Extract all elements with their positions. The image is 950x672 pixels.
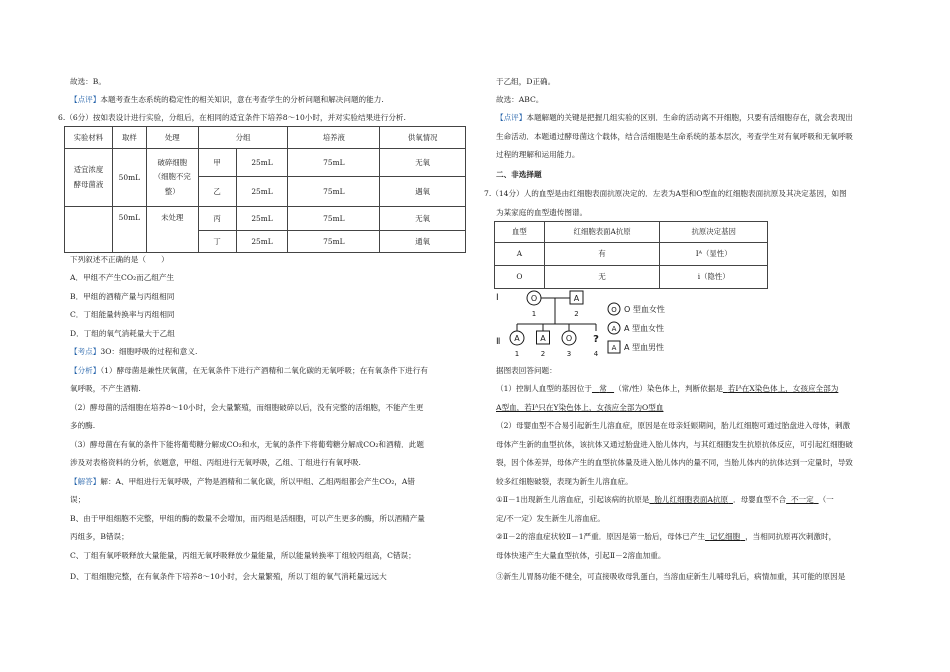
header-oxygen: 供氧情况 [380, 127, 466, 149]
header-group: 分组 [198, 127, 288, 149]
sub-2-text-2: ，当相同抗原再次刺激时， [745, 532, 837, 541]
treat1-line-1: 破碎细胞 [157, 158, 188, 168]
individual-I2-number: 2 [574, 310, 579, 318]
group-cell: 丁 [198, 231, 236, 253]
header-treatment: 处理 [146, 127, 198, 149]
individual-II2-type: A [540, 334, 546, 343]
sample-cell: 50mL [112, 207, 146, 253]
comment-line [496, 113, 853, 122]
sub-1-text: ①Ⅱ－1出现新生儿溶血症，引起该病的抗原是 [496, 495, 650, 504]
answer-1-text: （1）控制人血型的基因位于 [496, 384, 592, 393]
medium-cell: 75mL [288, 231, 380, 253]
solution-tag: 【解答】 [70, 477, 101, 486]
knowledge-point [70, 347, 197, 356]
answer-cont: 于乙组，D正确。 [496, 77, 556, 86]
individual-I1-type: O [530, 294, 538, 303]
header-gene: 抗原决定基因 [660, 222, 768, 243]
question-stem: 下列叙述不正确的是（ ） [70, 255, 169, 264]
oxygen-cell: 通氧 [380, 231, 466, 253]
individual-I2-type: A [573, 294, 580, 303]
solution-text: 解：A、甲组进行无氧呼吸，产物是酒精和二氧化碳，所以甲组、乙组两组都会产生CO₂，A错 [100, 477, 415, 486]
individual-II1-number: 1 [514, 350, 520, 358]
answer-line: 故选：B。 [70, 77, 106, 86]
solution-line: 丙组多，B错误； [70, 532, 129, 541]
gene-cell: i（隐性） [660, 266, 768, 289]
medium-cell: 75mL [288, 177, 380, 207]
answer-2-line: 较多红细胞破裂，表现为新生儿溶血症。 [496, 477, 633, 486]
material-line-2: 酵母菌液 [73, 179, 104, 189]
legend-a-male-label: A 型血男性 [624, 343, 665, 352]
group-cell: 丙 [198, 207, 236, 231]
knowledge-text: 3O：细胞呼吸的过程和意义. [100, 347, 198, 356]
sub-2-text: ②Ⅱ－2的溶血症状较Ⅱ－1严重．原因是第一胎后，母体已产生 [496, 532, 706, 541]
answer-2-line: 母体产生新的血型抗体，该抗体又通过胎盘进入胎儿体内，与其红细胞发生抗原抗体反应，可引起红细胞破 [496, 440, 853, 449]
individual-II4-number: 4 [593, 350, 599, 358]
analysis-text: （1）酵母菌是兼性厌氧菌，在无氧条件下进行产酒精和二氧化碳的无氧呼吸；在有氧条件下进行有 [100, 366, 428, 375]
header-antigen: 红细胞表面A抗原 [544, 222, 660, 243]
question-7-cont: 为某家庭的血型遗传图谱。 [496, 208, 588, 217]
sample-cell: 50mL [112, 149, 146, 207]
analysis-tag: 【分析】 [70, 366, 101, 375]
sub-1-line [496, 495, 834, 504]
solution-line [70, 477, 415, 486]
option-d: D．丁组的氧气消耗量大于乙组 [70, 329, 175, 338]
analysis-line [70, 366, 428, 375]
pedigree-chart [494, 288, 694, 360]
comment-text: 本题解题的关键是把握几组实验的区别．生命的活动离不开细胞，只要有活细胞存在，就会表现出 [526, 113, 853, 122]
oxygen-cell: 无氧 [380, 149, 466, 177]
answer-1-cont [496, 403, 663, 412]
answer-1-fill-2 [723, 384, 838, 393]
comment-tag: 【点评】 [70, 95, 101, 104]
comment-line: 过程的理解和运用能力。 [496, 150, 580, 159]
material-line-1: 适宜浓度 [73, 165, 104, 175]
sub-1-fill-2-text: 不一定 [790, 495, 814, 504]
blood-type-cell: O [495, 266, 545, 289]
analysis-line: （2）酵母菌的活细胞在培养8～10小时，会大量繁殖，而细胞破碎以后，没有完整的活细胞，不能产生更 [70, 403, 424, 412]
treat1-line-2: （细胞不完 [153, 172, 191, 182]
sub-1-text-3: （一 [818, 495, 834, 504]
individual-II2-number: 2 [540, 350, 546, 358]
treatment-1-cell [146, 149, 198, 207]
answer-1-line [496, 384, 838, 393]
solution-line: D、丁组细胞完整，在有氧条件下培养8～10小时，会大量繁殖，所以丁组的氧气消耗量远远大 [70, 572, 387, 581]
sub-1-fill [650, 495, 733, 504]
individual-II3-type: O [565, 334, 573, 343]
option-b: B．甲组的酒精产量与丙组相同 [70, 292, 175, 301]
volume-cell: 25mL [236, 149, 288, 177]
sub-1-text-2: ．母婴血型不合 [732, 495, 787, 504]
gene-cell: Iᴬ（显性） [660, 243, 768, 266]
generation-II-label: Ⅱ [496, 337, 501, 347]
antigen-cell: 无 [544, 266, 660, 289]
legend-a-female-label: A 型血女性 [624, 324, 665, 333]
material-empty-cell [65, 207, 113, 253]
sub-3-line: ③新生儿胃肠功能不健全，可直接吸收母乳蛋白，当溶血症新生儿哺母乳后，病情加重，其可能的原因是 [496, 572, 846, 581]
answer-2-line: 裂，因个体差异，母体产生的血型抗体量及进入胎儿体内的量不同，当胎儿体内的抗体达到一定量时，导致 [496, 458, 853, 467]
answer-1-fill-cont: A型血，若Iᴬ只在Y染色体上，女孩应全部为O型血 [496, 403, 664, 412]
answer-1-fill [592, 384, 614, 393]
answer-1-fill-text: 常 [599, 384, 607, 393]
medium-cell: 75mL [288, 207, 380, 231]
sub-2-cont: 母体快速产生大量血型抗体，引起Ⅱ－2溶血加重。 [496, 551, 666, 560]
oxygen-cell: 遇氧 [380, 177, 466, 207]
legend-o-female-label: O 型血女性 [624, 305, 665, 314]
antigen-cell: 有 [544, 243, 660, 266]
sub-1-cont: 定/不一定）发生新生儿溶血症。 [496, 514, 605, 523]
analysis-line: （3）酵母菌在有氧的条件下能将葡萄糖分解成CO₂和水，无氧的条件下将葡萄糖分解成CO₂和酒精．此题 [70, 440, 424, 449]
blood-type-cell: A [495, 243, 545, 266]
header-material: 实验材料 [65, 127, 113, 149]
volume-cell: 25mL [236, 207, 288, 231]
analysis-line: 氧呼吸，不产生酒精. [70, 384, 141, 393]
legend-a-female-mark: A [611, 325, 617, 333]
analysis-line: 涉及对表格资料的分析，依题意，甲组、丙组进行无氧呼吸，乙组、丁组进行有氧呼吸. [70, 458, 361, 467]
oxygen-cell: 无氧 [380, 207, 466, 231]
treat1-line-3: 整） [164, 186, 180, 196]
analysis-line: 多的酶. [70, 421, 96, 430]
individual-I1-number: 1 [531, 310, 537, 318]
answer-line: 故选：ABC。 [496, 95, 544, 104]
sub-2-fill-text: 记忆细胞 [709, 532, 741, 541]
individual-II1-type: A [514, 334, 520, 343]
individual-II3-number: 3 [566, 350, 572, 358]
header-sample: 取样 [112, 127, 146, 149]
comment-line: 生命活动．本题通过酵母菌这个载体，结合活细胞是生命系统的基本层次，考查学生对有氧呼吸和无氧呼吸 [496, 132, 853, 141]
comment-text: 本题考查生态系统的稳定性的相关知识，意在考查学生的分析问题和解决问题的能力. [100, 95, 384, 104]
comment-tag: 【点评】 [496, 113, 527, 122]
individual-II4-unknown: ? [593, 334, 599, 345]
solution-line: B、由于甲组细胞不完整，甲组的酶的数量不会增加，而丙组是活细胞，可以产生更多的酶，所以酒精产量 [70, 514, 425, 523]
group-cell: 乙 [198, 177, 236, 207]
group-cell: 甲 [198, 149, 236, 177]
solution-line: 误； [70, 495, 86, 504]
header-medium: 培养液 [288, 127, 380, 149]
question-6: 6.（6分）按如表设计进行实验，分组后，在相同的适宜条件下培养8～10小时，并对实验结果进行分析. [58, 113, 406, 122]
answer-2-line: （2）母婴血型不合易引起新生儿溶血症，原因是在母亲妊娠期间，胎儿红细胞可通过胎盘进入母体，刺激 [496, 421, 851, 430]
header-blood-type: 血型 [495, 222, 545, 243]
option-a: A．甲组不产生CO₂而乙组产生 [70, 273, 175, 282]
section-heading: 二、非选择题 [496, 170, 542, 179]
prompt-line: 据图表回答问题： [496, 366, 557, 375]
generation-I-label: Ⅰ [496, 293, 499, 303]
sub-2-fill [705, 532, 745, 541]
answer-1-text-2: （常/性）染色体上，判断依据是 [614, 384, 723, 393]
legend-o-female-mark: O [611, 306, 617, 314]
material-cell [65, 149, 113, 207]
comment-line [70, 95, 384, 104]
option-c: C．丁组能量转换率与丙组相同 [70, 310, 175, 319]
sub-1-fill-2 [786, 495, 818, 504]
question-7: 7.（14分）人的血型是由红细胞表面抗原决定的．左表为A型和O型血的红细胞表面抗原及其决定基因，如图 [484, 189, 847, 198]
sub-1-fill-text: 胎儿红细胞表面A抗原 [654, 495, 729, 504]
sub-2-line [496, 532, 836, 541]
medium-cell: 75mL [288, 149, 380, 177]
answer-1-fill-2-text: 若Iᴬ在X染色体上，女孩应全部为 [727, 384, 839, 393]
volume-cell: 25mL [236, 177, 288, 207]
solution-line: C、丁组有氧呼吸释放大量能量，丙组无氧呼吸释放少量能量，所以能量转换率丁组较丙组高，C错误； [70, 551, 416, 560]
blood-type-table [494, 221, 768, 289]
volume-cell: 25mL [236, 231, 288, 253]
legend-a-male-mark: A [611, 344, 617, 352]
treatment-2-cell: 未处理 [146, 207, 198, 253]
knowledge-tag: 【考点】 [70, 347, 101, 356]
experiment-table [64, 126, 466, 253]
